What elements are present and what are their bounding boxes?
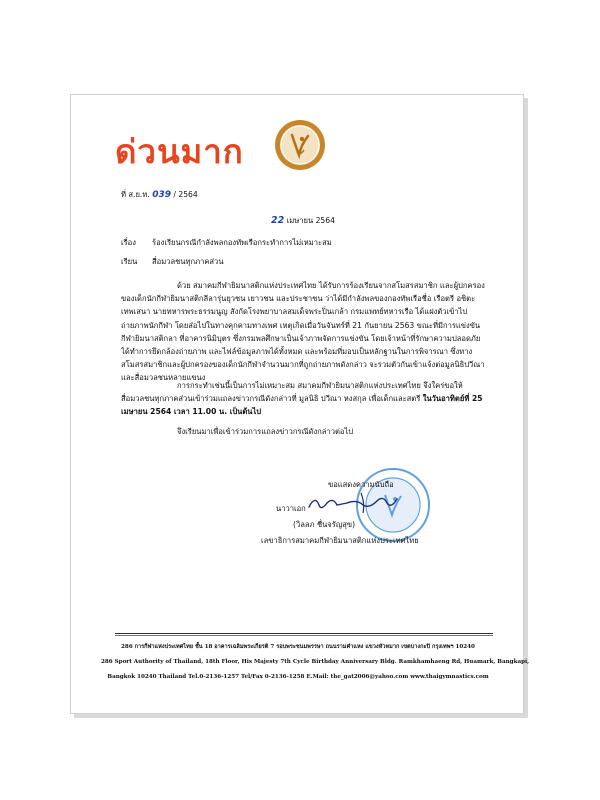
subject-label: เรื่อง bbox=[121, 238, 136, 247]
urgent-label: ด่วนมาก bbox=[115, 132, 244, 171]
handwritten-signature-icon bbox=[307, 491, 399, 515]
subject-line bbox=[121, 238, 332, 248]
date-day: 22 bbox=[271, 215, 285, 226]
recipient-line bbox=[121, 257, 224, 267]
footer-address-english: 286 Sport Authority of Thailand, 18th Floor, His Majesty 7th Cycle Birthday Anniversary Bldg. Ramkhamhaeng Rd, Huamark, Bangkapi, bbox=[101, 659, 530, 665]
closing-line: จึงเรียนมาเพื่อเข้าร่วมการแถลงข่าวกรณีดังกล่าวต่อไป bbox=[177, 427, 354, 436]
reference-year: / 2564 bbox=[173, 190, 198, 199]
body-line: และสื่อมวลชนหลายแขนง bbox=[121, 373, 206, 383]
body-line: สโมสรสมาชิกและผู้ปกครองของเด็กนักกีฬาจำนวนมากที่ถูกถ่ายภาพดังกล่าว จะรวมตัวกันเข้าแจ้งต่อมูลนิธิปวีณา bbox=[121, 360, 485, 370]
body-paragraph-2 bbox=[121, 379, 513, 419]
body-paragraph-3 bbox=[121, 425, 513, 438]
document-date bbox=[271, 215, 335, 228]
reference-number bbox=[121, 189, 198, 201]
footer-address-thai: 286 การกีฬาแห่งประเทศไทย ชั้น 18 อาคารเฉลิมพระเกียรติ 7 รอบพระชนมพรรษา ถนนรามคำแหง แขวงหัวหมาก เขตบางกะปิ กรุงเทพฯ 10240 bbox=[121, 644, 475, 650]
body-line: ได้ทำการยึดกล้องถ่ายภาพ และไฟล์ข้อมูลภาพได้ทั้งหมด และพร้อมที่มอบเป็นหลักฐานในการพิจารณา ซึ่งทาง bbox=[121, 347, 473, 357]
event-time-bold: เมษายน 2564 เวลา 11.00 น. เป็นต้นไป bbox=[121, 407, 262, 417]
body-line: ถ่ายภาพนักกีฬา โดยส่อไปในทางคุกคามทางเพศ เหตุเกิดเมื่อวันจันทร์ที่ 21 กันยายน 2563 ขณะที่มีการแข่งขัน bbox=[121, 320, 481, 330]
signer-position: เลขาธิการสมาคมกีฬายิมนาสติกแห่งประเทศไทย bbox=[261, 536, 419, 545]
body-text: สื่อมวลชนทุกภาคส่วนเข้าร่วมแถลงข่าวกรณีดังกล่าวที่ มูลนิธิ ปวีณา หงสกุล เพื่อเด็กและสตรี bbox=[121, 394, 421, 404]
event-date-bold: ในวันอาทิตย์ที่ 25 bbox=[422, 394, 483, 404]
signer-rank: นาวาเอก bbox=[276, 504, 306, 513]
subject-text: ร้องเรียนกรณีกำลังพลกองทัพเรือกระทำการไม่เหมาะสม bbox=[152, 238, 332, 247]
footer-contact: Bangkok 10240 Thailand Tel.0-2136-1257 Tel/Fax 0-2136-1258 E.Mail: the_gat2006@yahoo.com www.thaigymnastics.com bbox=[107, 674, 489, 680]
body-line: ด้วย สมาคมกีฬายิมนาสติกแห่งประเทศไทย ได้รับการร้องเรียนจากสโมสรสมาชิก และผู้ปกครอง bbox=[177, 281, 485, 290]
document-page bbox=[70, 94, 530, 714]
footer-divider bbox=[115, 635, 493, 636]
footer-divider bbox=[115, 633, 493, 634]
signer-name: (วิลลภ ชื่นจรัญสุข) bbox=[293, 520, 356, 529]
reference-handwritten-number: 039 bbox=[152, 190, 171, 200]
body-line: เทพเสนา นายทหารพระธรรมนูญ สังกัดโรงพยาบาลสมเด็จพระปิ่นเกล้า กรมแพทย์ทหารเรือ ได้แฝงตัวเข้าไป bbox=[121, 307, 468, 317]
body-line: กีฬายิมนาสติกลา ที่อาคารนิมิบุตร ซึ่งกรมพลศึกษาเป็นเจ้าภาพจัดการแข่งขัน โดยเจ้าหน้าที่รักษาความปลอดภัย bbox=[121, 333, 481, 343]
sports-association-seal-icon bbox=[274, 119, 326, 171]
reference-prefix: ที่ ส.ย.ท. bbox=[121, 190, 150, 199]
recipient-text: สื่อมวลชนทุกภาคส่วน bbox=[152, 257, 224, 266]
recipient-label: เรียน bbox=[121, 257, 138, 266]
date-month-year: เมษายน 2564 bbox=[286, 216, 335, 225]
closing-regards: ขอแสดงความนับถือ bbox=[328, 480, 394, 489]
body-line bbox=[121, 392, 513, 405]
body-line: การกระทำเช่นนี้เป็นการไม่เหมาะสม สมาคมกีฬายิมนาสติกแห่งประเทศไทย จึงใคร่ขอให้ bbox=[177, 381, 463, 390]
body-paragraph-1 bbox=[121, 279, 513, 385]
body-line: ของเด็กนักกีฬายิมนาสติกลีลารุ่นยุวชน เยาวชน และประชาชน ว่าได้มีกำลังพลของกองทัพเรือชื่อ เรือตรี อชิตะ bbox=[121, 294, 476, 304]
